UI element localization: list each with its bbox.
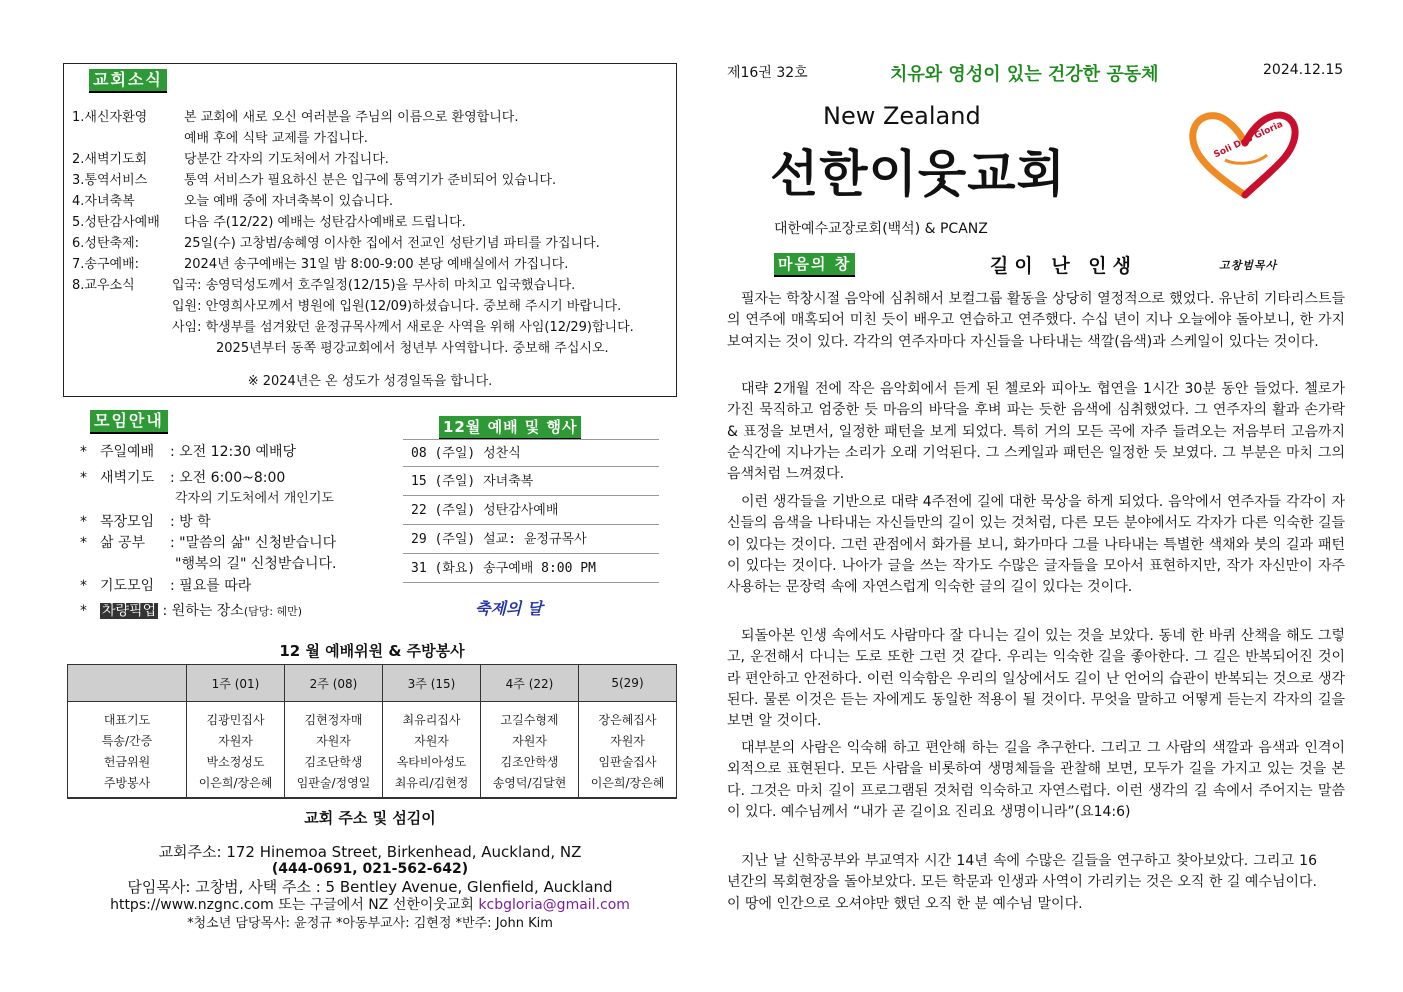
table-row: 헌금위원 박소정성도 김조단학생 옥타비아성도 김조안학생 임판술집사 [68,751,677,772]
bulletin-date: 2024.12.15 [1263,62,1344,78]
heart-hands-icon [1185,105,1305,200]
duty-header: 3주 (15) [383,665,481,702]
news-member-line: 입원: 안영희사모께서 병원에 입원(12/09)하셨습니다. 중보해 주시기 바랍니다. [172,299,622,314]
email-link[interactable]: kcbgloria@gmail.com [478,897,630,913]
duty-header: 1주 (01) [187,665,285,702]
column-paragraph: 대부분의 사람은 익숙해 하고 편안해 하는 길을 추구한다. 그리고 그 사람의 색깔과 음색과 인격이 외적으로 표현된다. 모든 사람을 비롯하여 생명체들을 관찰해 보면, 모두가 길을 가지고 있는 것을 본다. 그것은 마치 길이 프로그램된 것처럼 익숙하고 자연스럽다. 이런 생각의 길 속에서 주어지는 말씀이 있다. 예수님께서 “내가 곧 길이요 진리요 생명이니라”(요14:6) [727,740,1345,820]
motto: 치유와 영성이 있는 건강한 공동체 [890,64,1159,85]
column-title: 길이 난 인생 [990,255,1137,277]
schedule-row: 22 (주일) 성탄감사예배 [403,497,659,525]
schedule-title: 12월 예배 및 행사 [439,416,581,440]
schedule-row: 29 (주일) 설교: 윤정규목사 [403,526,659,554]
gathering-item: * 삶 공부 : "말씀의 삶" 신청받습니다 [80,535,337,551]
december-schedule [403,416,659,626]
news-member-line: 사임: 학생부를 섬겨왔던 윤정규목사께서 새로운 사역을 위해 사임(12/29)합니다. [172,320,634,335]
address-line: 교회주소: 172 Hinemoa Street, Birkenhead, Auckland, NZ [158,843,582,861]
gathering-item: "행복의 길" 신청받습니다. [175,556,337,572]
news-item-members: 8.교우소식 입국: 송영덕성도께서 호주일정(12/15)을 무사히 마치고 입국했습니다. [72,278,576,293]
gathering-item-car: * 차량픽업 : 원하는 장소(담당: 헤만) [80,603,303,619]
gathering-item: * 목장모임 : 방 학 [80,514,211,530]
column-author: 고창범목사 [1219,259,1278,272]
news-item: 6.성탄축제: 25일(수) 고창범/송혜영 이사한 집에서 전교인 성탄기념 파티를 가집니다. [72,236,600,251]
gathering-item: 각자의 기도처에서 개인기도 [175,491,334,506]
website-link[interactable]: https://www.nzgnc.com 또는 구글에서 NZ 선한이웃교회 [110,897,474,913]
news-item: 7.송구예배: 2024년 송구예배는 31일 밤 8:00-9:00 본당 예배실에서 가집니다. [72,257,569,272]
duty-title: 12 월 예배위원 & 주방봉사 [279,642,465,660]
logo-motto: Soli Deo Gloria [1212,119,1285,161]
duty-header-row [68,665,677,702]
table-row: 특송/간증 자원자 자원자 자원자 자원자 자원자 [68,730,677,751]
duty-table [67,664,677,799]
festival-month: 축제의 달 [475,599,543,618]
table-row: 대표기도 김광민집사 김현정자매 최유리집사 고길수형제 장은혜집사 [68,702,677,731]
church-name: 선한이웃교회 [770,145,1066,203]
country-name: New Zealand [823,102,981,130]
web-email-line [0,894,740,914]
address-title: 교회 주소 및 섬김이 [304,809,436,827]
duty-header: 5(29) [579,665,677,702]
gathering-title: 모임안내 [90,410,168,434]
column-paragraph: 대략 2개월 전에 작은 음악회에서 듣게 된 첼로와 피아노 협연을 1시간 30분 동안 들었다. 첼로가 가진 묵직하고 엄중한 듯 마음의 바닥을 후벼 파는 듯한 음색에 심취했었다. 그 연주자의 활과 손가락 & 표정을 보면서, 일정한 패턴을 보게 되었다. 특히 거의 모든 곡에 자주 들려오는 저음부터 고음까지 순식간에 지나가는 소리가 오래 기억된다. 그 스케일과 패턴은 일정한 듯 보였다. 그 부분은 마치 그의 음색처럼 느껴졌다. [727,381,1345,483]
gathering-item: * 주일예배 : 오전 12:30 예배당 [80,444,297,460]
news-member-line: 2025년부터 동쪽 평강교회에서 청년부 사역합니다. 중보해 주십시오. [216,341,609,356]
news-item: 3.통역서비스 통역 서비스가 필요하신 분은 입구에 통역기가 준비되어 있습니다. [72,173,557,188]
news-item: 예배 후에 식탁 교제를 가집니다. [184,131,368,146]
gathering-item: * 새벽기도 : 오전 6:00~8:00 [80,470,286,486]
church-news-title: 교회소식 [89,69,167,93]
column-paragraph: 이런 생각들을 기반으로 대략 4주전에 길에 대한 묵상을 하게 되었다. 음악에서 연주자들 각각이 자신들의 음색을 나타내는 자신들만의 길이 있는 것처럼, 다른 모든 분야에서도 각자가 다른 익숙한 길들이 있다는 것이다. 그런 관점에서 화가를 보니, 화가마다 그를 나타내는 특별한 색채와 붓의 길과 패턴이 있다는 것이다. 나아가 글을 쓰는 작가도 수많은 글자들을 모아서 표현하지만, 작가 자신만이 자주 사용하는 문장력 속에 자연스럽게 익숙한 글의 길이 있다는 것이다. [727,494,1345,596]
pastor-address: 담임목사: 고창범, 사택 주소 : 5 Bentley Avenue, Glenfield, Auckland [127,878,613,896]
column-tag: 마음의 창 [774,253,855,277]
column-paragraph: 지난 날 신학공부와 부교역자 시간 14년 속에 수많은 길들을 연구하고 찾아보았다. 그리고 16년간의 목회현장을 돌아보았다. 모든 학문과 인생과 사역이 가리키는 것은 오직 한 길 예수님이다. 이 땅에 인간으로 오셔야만 했던 오직 한 분 예수님 말이다. [727,853,1317,912]
column-paragraph: 필자는 학창시절 음악에 심취해서 보컬그룹 활동을 상당히 열정적으로 했었다. 유난히 기타리스트들의 연주에 매혹되어 미친 듯이 배우고 연습하고 연주했다. 수십 년이 지나 오늘에야 돌아보니, 한 가지 보여지는 것이 있다. 각각의 연주자마다 자신들을 나타내는 색깔(음색)과 스케일이 있다는 것이다. [727,291,1345,350]
duty-header: 2주 (08) [285,665,383,702]
news-item: 4.자녀축복 오늘 예배 중에 자녀축복이 있습니다. [72,194,394,209]
news-footnote: ※ 2024년은 온 성도가 성경일독을 합니다. [247,374,493,389]
volume-number: 제16권 32호 [727,65,808,81]
schedule-row: 08 (주일) 성찬식 [403,439,659,467]
table-row: 주방봉사 이은희/장은혜 임판술/정영일 최유리/김현정 송영덕/김달현 이은희/장은혜 [68,772,677,798]
duty-header [68,665,187,702]
schedule-row: 15 (주일) 자녀축복 [403,468,659,496]
column-paragraph: 되돌아본 인생 속에서도 사람마다 잘 다니는 길이 있는 것을 보았다. 동네 한 바퀴 산책을 해도 그렇고, 운전해서 다니는 도로 또한 그런 것 같다. 우리는 익숙한 길을 좋아한다. 그 길은 반복되어진 것이라 편안하고 안전하다. 이런 익숙함은 우리의 일상에서도 길이 난 언어의 습관이 반복되는 것으로 생각된다. 물론 이것은 듣는 자에게도 동일한 적용이 될 것이다. 무엇을 말하고 어떻게 듣는지 각자의 길을 보면 알 것이다. [727,628,1345,730]
church-news-box [63,63,677,397]
schedule-row: 31 (화요) 송구예배 8:00 PM [403,555,659,583]
duty-header: 4주 (22) [481,665,579,702]
news-item: 2.새벽기도회 당분간 각자의 기도처에서 가집니다. [72,152,389,167]
news-item: 1.새신자환영 본 교회에 새로 오신 여러분을 주님의 이름으로 환영합니다. [72,110,519,125]
gathering-item: * 기도모임 : 필요를 따라 [80,578,252,594]
church-logo [1185,105,1305,200]
staff-line: *청소년 담당목사: 윤정규 *아동부교사: 김현정 *반주: John Kim [187,916,553,931]
address-phone: (444-0691, 021-562-642) [271,861,469,877]
news-item: 5.성탄감사예배 다음 주(12/22) 예배는 성탄감사예배로 드립니다. [72,215,466,230]
denomination: 대한예수교장로회(백석) & PCANZ [774,221,988,237]
